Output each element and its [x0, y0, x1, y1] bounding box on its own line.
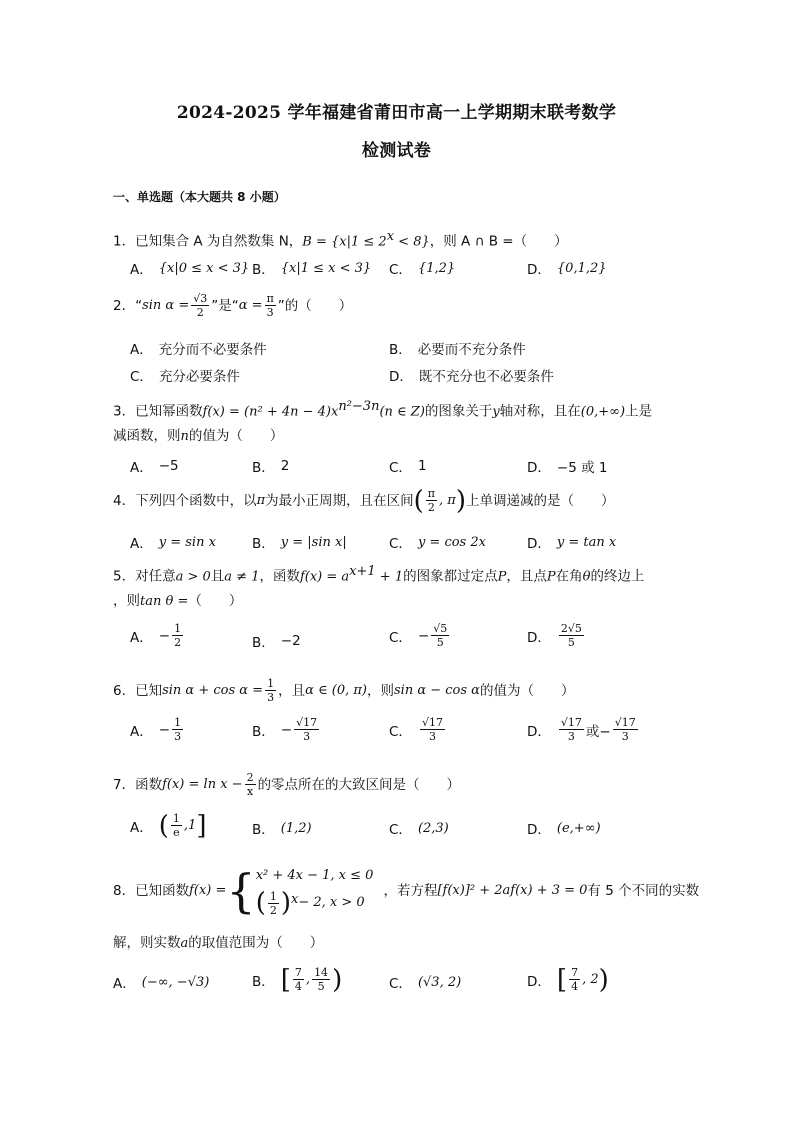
open-paren: ( [158, 810, 169, 841]
option-a[interactable]: A． 充分而不必要条件 [130, 342, 267, 358]
option-c[interactable]: C． $\frac{√17}{3}$ [389, 716, 443, 743]
option-a[interactable]: A． − $\frac{1}{2}$ [130, 622, 182, 649]
option-c[interactable]: C． − $\frac{√5}{5}$ [389, 622, 448, 649]
open-paren: ( [413, 485, 424, 516]
question-8-stem-line-1: 8．已知函数 f(x) = { x² + 4x − 1, x ≤ 0 ( $\frac{1}{2}$ ) x − 2, x > 0 ，若方程 [f(x)]² + 2af(x) + 3 = 0 有 5 个不同的实数 [113, 864, 700, 918]
fraction: $\frac{1}{2}$ [174, 622, 182, 649]
question-5-stem-line-2: ，则tan θ =（ ） [113, 593, 243, 609]
fraction: $\frac{√17}{3}$ [421, 716, 443, 743]
option-b[interactable]: B． − $\frac{√17}{3}$ [252, 716, 318, 743]
fraction: $\frac{2√5}{5}$ [560, 622, 582, 649]
question-2-stem: 2．“ sin α = $\frac{√3}{2}$ ”是“ α = $\frac{\pi}{3}$ ”的（ ） [113, 292, 353, 319]
option-d[interactable]: D． (e,+∞) [527, 820, 601, 838]
option-d[interactable]: D． [ $\frac{7}{4}$ , 2 ) [527, 964, 609, 995]
option-d[interactable]: D． $\frac{√17}{3}$ 或− $\frac{√17}{3}$ [527, 716, 636, 743]
option-b[interactable]: B． [ $\frac{7}{4}$ , $\frac{14}{5}$ ) [252, 964, 343, 995]
option-c[interactable]: C． 1 [389, 458, 427, 476]
fraction: $\frac{√3}{2}$ [193, 292, 208, 319]
left-brace: { [226, 864, 256, 918]
question-8-stem-line-2: 解，则实数a的取值范围为（ ） [113, 935, 324, 951]
comma: , [305, 972, 311, 987]
option-d[interactable]: D． y = tan x [527, 534, 617, 552]
close-bracket: ] [196, 810, 207, 841]
fraction: $\frac{14}{5}$ [314, 966, 329, 993]
fraction: $\frac{7}{4}$ [294, 966, 302, 993]
fraction: $\frac{1}{2}$ [269, 889, 277, 917]
option-b[interactable]: B． y = |sin x| [252, 534, 347, 552]
option-b[interactable]: B． −2 [252, 633, 301, 651]
option-d[interactable]: D． $\frac{2√5}{5}$ [527, 622, 582, 649]
close-paren: ) [280, 888, 291, 918]
fraction: $\frac{1}{3}$ [267, 677, 275, 704]
exam-title-line-2: 检测试卷 [361, 141, 432, 161]
option-a[interactable]: A． y = sin x [130, 534, 216, 552]
fraction: $\frac{2}{x}$ [246, 771, 254, 798]
fraction: $\frac{√17}{3}$ [560, 716, 582, 743]
fraction: $\frac{√17}{3}$ [296, 716, 318, 743]
question-6-stem: 6．已知 sin α + cos α = $\frac{1}{3}$ ，且 α ∈ (0, π) ，则 sin α − cos α 的值为（ ） [113, 677, 575, 704]
fraction: $\frac{√5}{5}$ [433, 622, 448, 649]
option-a[interactable]: A． ( $\frac{1}{e}$ ,1 ] [130, 810, 207, 841]
section-heading: 一、单选题（本大题共 8 小题） [113, 190, 286, 204]
close-paren: ) [455, 485, 466, 516]
exam-title-line-1: 2024-2025 学年福建省莆田市高一上学期期末联考数学 [176, 103, 617, 123]
fraction: $\frac{\pi}{3}$ [266, 292, 274, 319]
option-d[interactable]: D． 既不充分也不必要条件 [389, 369, 554, 385]
option-b[interactable]: B． {x|1 ≤ x < 3} [252, 260, 372, 278]
question-7-stem: 7．函数 f(x) = ln x − $\frac{2}{x}$ 的零点所在的大致区间是（ ） [113, 771, 461, 798]
fraction: $\frac{√17}{3}$ [614, 716, 636, 743]
piecewise-case-2: ( $\frac{1}{2}$ ) x − 2, x > 0 [255, 888, 365, 918]
option-c[interactable]: C． (2,3) [389, 820, 449, 838]
option-a[interactable]: A． − $\frac{1}{3}$ [130, 716, 182, 743]
option-b[interactable]: B． (1,2) [252, 820, 312, 838]
question-4-stem: 4．下列四个函数中，以 π 为最小正周期，且在区间 ( $\frac{\pi}{2}$ , π ) 上单调递减的是（ ） [113, 485, 615, 516]
fraction: $\frac{1}{3}$ [174, 716, 182, 743]
option-d[interactable]: D． {0,1,2} [527, 260, 607, 278]
option-b[interactable]: B． 2 [252, 458, 290, 476]
option-a[interactable]: A． (−∞, −√3) [113, 974, 210, 992]
piecewise-cases: x² + 4x − 1, x ≤ 0 ( $\frac{1}{2}$ ) x − 2, x > 0 [255, 867, 374, 918]
fraction: $\frac{\pi}{2}$ [427, 487, 436, 514]
question-1-stem: 1．已知集合 A 为自然数集 N，$B = \{x|1 \le 2^x < 8\}$，则 A ∩ B =（ ） [113, 229, 568, 250]
option-c[interactable]: C． {1,2} [389, 260, 456, 278]
question-3-stem-line-2: 减函数，则n的值为（ ） [113, 428, 284, 444]
question-5-stem-line-1: 5．对任意a > 0且a ≠ 1，函数$f(x) = a^{x+1} + 1$的图象都过定点P，且点P在角θ的终边上 [113, 564, 645, 585]
option-c[interactable]: C． (√3, 2) [389, 974, 462, 992]
question-3-stem-line-1: 3．已知幂函数$f(x) = (n^2 + 4n - 4)x^{n^2-3n}(n$ ∈ Z)的图象关于y轴对称，且在(0,+∞)上是 [113, 399, 653, 420]
option-c[interactable]: C． 充分必要条件 [130, 369, 240, 385]
option-a[interactable]: A． {x|0 ≤ x < 3} [130, 260, 250, 278]
option-a[interactable]: A． −5 [130, 458, 179, 476]
option-d[interactable]: D． −5 或 1 [527, 460, 608, 476]
open-paren: ( [255, 888, 266, 918]
fraction: $\frac{1}{e}$ [172, 812, 180, 839]
fraction: $\frac{7}{4}$ [571, 966, 579, 993]
option-c[interactable]: C． y = cos 2x [389, 534, 486, 552]
option-b[interactable]: B． 必要而不充分条件 [389, 342, 526, 358]
